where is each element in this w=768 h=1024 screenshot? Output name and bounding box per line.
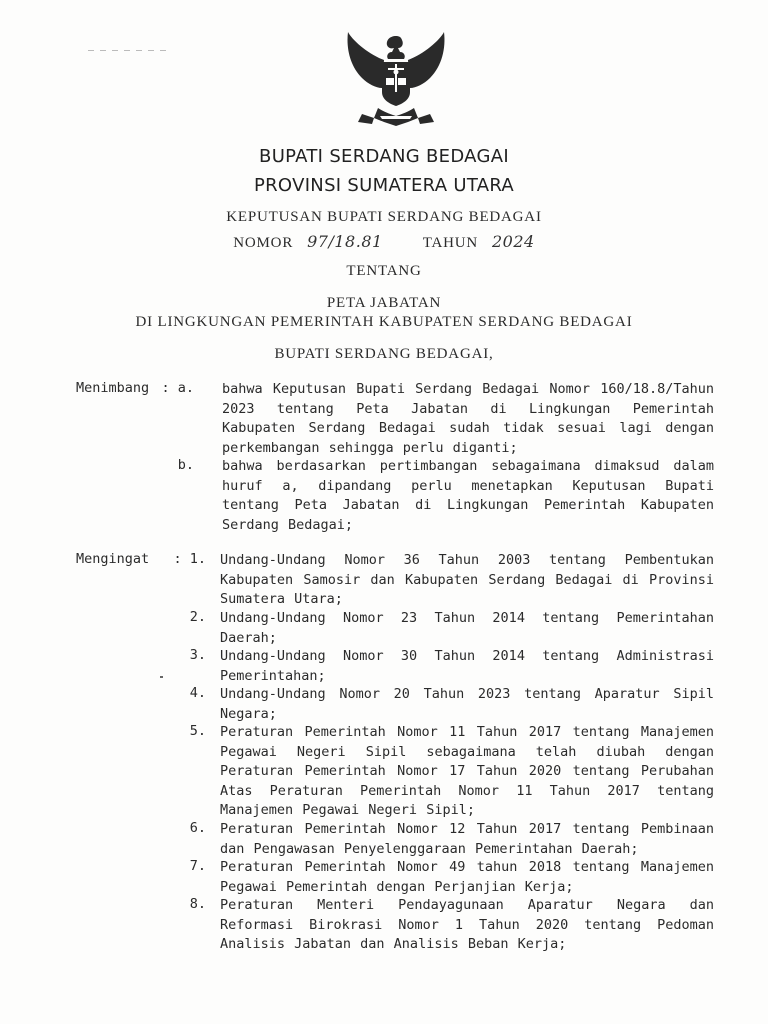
mengingat-item-7: Peraturan Pemerintah Nomor 49 tahun 2018 tentang Manajemen Pegawai Pemerintah dengan Perjanjian Kerja; [220,859,714,895]
mengingat-item-6: Peraturan Pemerintah Nomor 12 Tahun 2017 tentang Pembinaan dan Pengawasan Penyelenggaraan Pemerintahan Daerah; [220,821,714,857]
mengingat-mark-2: 2. [189,609,206,625]
mengingat-item-4: Undang-Undang Nomor 20 Tahun 2023 tentang Aparatur Sipil Negara; [220,686,714,722]
decree-number-row [0,232,768,252]
mengingat-mark-1: : 1. [173,551,206,567]
tahun-value: 2024 [491,232,535,251]
mengingat-item-2: Undang-Undang Nomor 23 Tahun 2014 tentang Pemerintahan Daerah; [220,610,714,646]
mengingat-item-5: Peraturan Pemerintah Nomor 11 Tahun 2017 tentang Manajemen Pegawai Negeri Sipil sebagaimana telah diubah dengan Peraturan Pemerintah Nomor 17 Tahun 2020 tentang Perubahan Atas Peraturan Pemerintah Nomor 11 Tahun 2017 tentang Manajemen Pegawai Negeri Sipil; [220,724,714,819]
regent-heading: BUPATI SERDANG BEDAGAI [259,146,509,167]
nomor-value: 97/18.81 [307,232,383,251]
subject-line-1: PETA JABATAN [326,295,442,311]
menimbang-mark-b: b. [177,457,194,473]
decree-title: KEPUTUSAN BUPATI SERDANG BEDAGAI [226,209,542,225]
mengingat-mark-3: 3. [189,647,206,663]
nomor-label: NOMOR [233,235,294,251]
mengingat-mark-7: 7. [189,858,206,874]
mengingat-item-8: Peraturan Menteri Pendayagunaan Aparatur Negara dan Reformasi Birokrasi Nomor 1 Tahun 2020 tentang Pedoman Analisis Jabatan dan Analisis Beban Kerja; [220,897,714,953]
menimbang-mark-a: : a. [161,380,194,396]
mengingat-item-3: Undang-Undang Nomor 30 Tahun 2014 tentang Administrasi Pemerintahan; [220,648,714,684]
menimbang-item-a: bahwa Keputusan Bupati Serdang Bedagai Nomor 160/18.8/Tahun 2023 tentang Peta Jabatan di Lingkungan Pemerintah Kabupaten Serdang Bedagai sudah tidak sesuai lagi dengan perkembangan sehingga perlu diganti; [222,381,714,456]
mengingat-mark-8: 8. [189,896,206,912]
scan-artifact [88,50,168,51]
scan-speck [160,676,163,678]
subject-line-2: DI LINGKUNGAN PEMERINTAH KABUPATEN SERDANG BEDAGAI [135,314,633,330]
menimbang-label: Menimbang [76,380,150,396]
mengingat-mark-6: 6. [189,820,206,836]
mengingat-mark-4: 4. [189,685,206,701]
mengingat-mark-5: 5. [189,723,206,739]
province-heading: PROVINSI SUMATERA UTARA [253,175,515,196]
menimbang-item-b: bahwa berdasarkan pertimbangan sebagaimana dimaksud dalam huruf a, dipandang perlu menetapkan Keputusan Bupati tentang Peta Jabatan di Lingkungan Pemerintah Kabupaten Serdang Bedagai; [222,458,714,533]
mengingat-item-1: Undang-Undang Nomor 36 Tahun 2003 tentang Pembentukan Kabupaten Samosir dan Kabupaten Serdang Bedagai di Provinsi Sumatera Utara; [220,552,714,608]
issuer-line: BUPATI SERDANG BEDAGAI, [274,346,494,362]
tentang-label: TENTANG [346,263,422,279]
garuda-emblem-icon [338,26,454,134]
mengingat-label: Mengingat [76,551,150,567]
tahun-label: TAHUN [422,235,478,251]
